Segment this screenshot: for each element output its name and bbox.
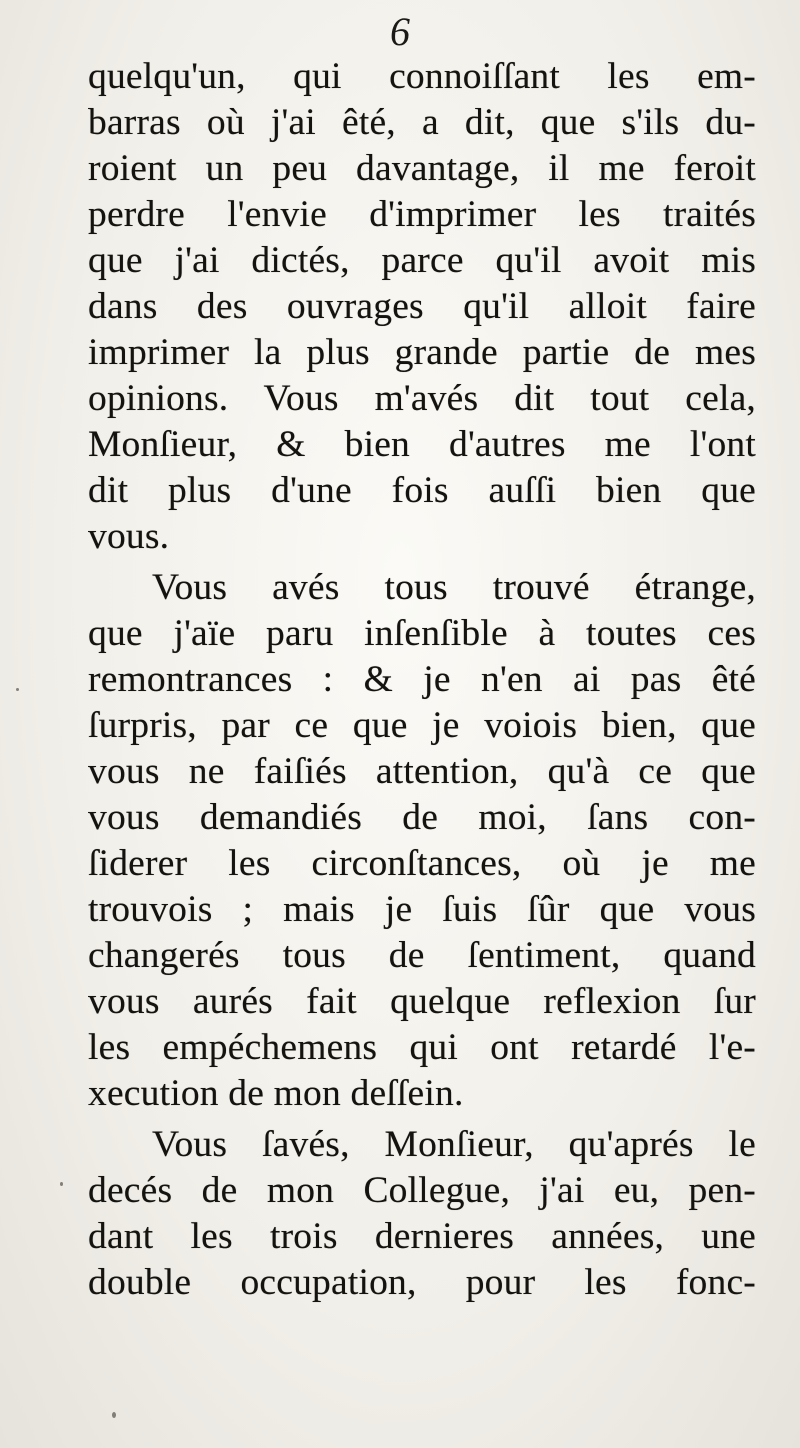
- text-line: imprimer la plus grande partie de mes: [88, 332, 756, 373]
- ink-speck: [60, 1182, 63, 1186]
- text-line: perdre l'envie d'imprimer les traités: [88, 194, 756, 235]
- text-line: les empéchemens qui ont retardé l'e-: [88, 1027, 756, 1068]
- ink-speck: [112, 1412, 116, 1418]
- text-line: ſurpris, par ce que je voiois bien, que: [88, 705, 756, 746]
- text-line: vous aurés fait quelque reflexion ſur: [88, 981, 756, 1022]
- text-line: dant les trois dernieres années, une: [88, 1216, 756, 1257]
- text-line: remontrances : & je n'en ai pas êté: [88, 659, 756, 700]
- text-line: decés de mon Collegue, j'ai eu, pen-: [88, 1170, 756, 1211]
- text-line: Vous avés tous trouvé étrange,: [152, 567, 756, 608]
- text-line: quelqu'un, qui connoiſſant les em-: [88, 56, 756, 97]
- text-line: vous demandiés de moi, ſans con-: [88, 797, 756, 838]
- text-line: dit plus d'une fois auſſi bien que: [88, 470, 756, 511]
- text-line: ſiderer les circonſtances, où je me: [88, 843, 756, 884]
- text-line: Monſieur, & bien d'autres me l'ont: [88, 424, 756, 465]
- text-line: que j'aïe paru inſenſible à toutes ces: [88, 613, 756, 654]
- text-line: changerés tous de ſentiment, quand: [88, 935, 756, 976]
- page-number: 6: [390, 9, 410, 54]
- paragraph-2: [88, 565, 756, 1117]
- paragraph-3: [88, 1122, 756, 1306]
- text-line: opinions. Vous m'avés dit tout cela,: [88, 378, 756, 419]
- text-line: roient un peu davantage, il me feroit: [88, 148, 756, 189]
- text-line: vous.: [88, 516, 170, 557]
- paragraph-1: [88, 54, 756, 560]
- ink-speck: [16, 688, 19, 691]
- body-text: [88, 54, 756, 1306]
- text-line: trouvois ; mais je ſuis ſûr que vous: [88, 889, 756, 930]
- text-line: barras où j'ai êté, a dit, que s'ils du-: [88, 102, 756, 143]
- text-line: que j'ai dictés, parce qu'il avoit mis: [88, 240, 756, 281]
- text-line: double occupation, pour les fonc-: [88, 1262, 756, 1303]
- text-line: Vous ſavés, Monſieur, qu'aprés le: [152, 1124, 756, 1165]
- text-line: vous ne faiſiés attention, qu'à ce que: [88, 751, 756, 792]
- text-line: xecution de mon deſſein.: [88, 1073, 464, 1114]
- text-line: dans des ouvrages qu'il alloit faire: [88, 286, 756, 327]
